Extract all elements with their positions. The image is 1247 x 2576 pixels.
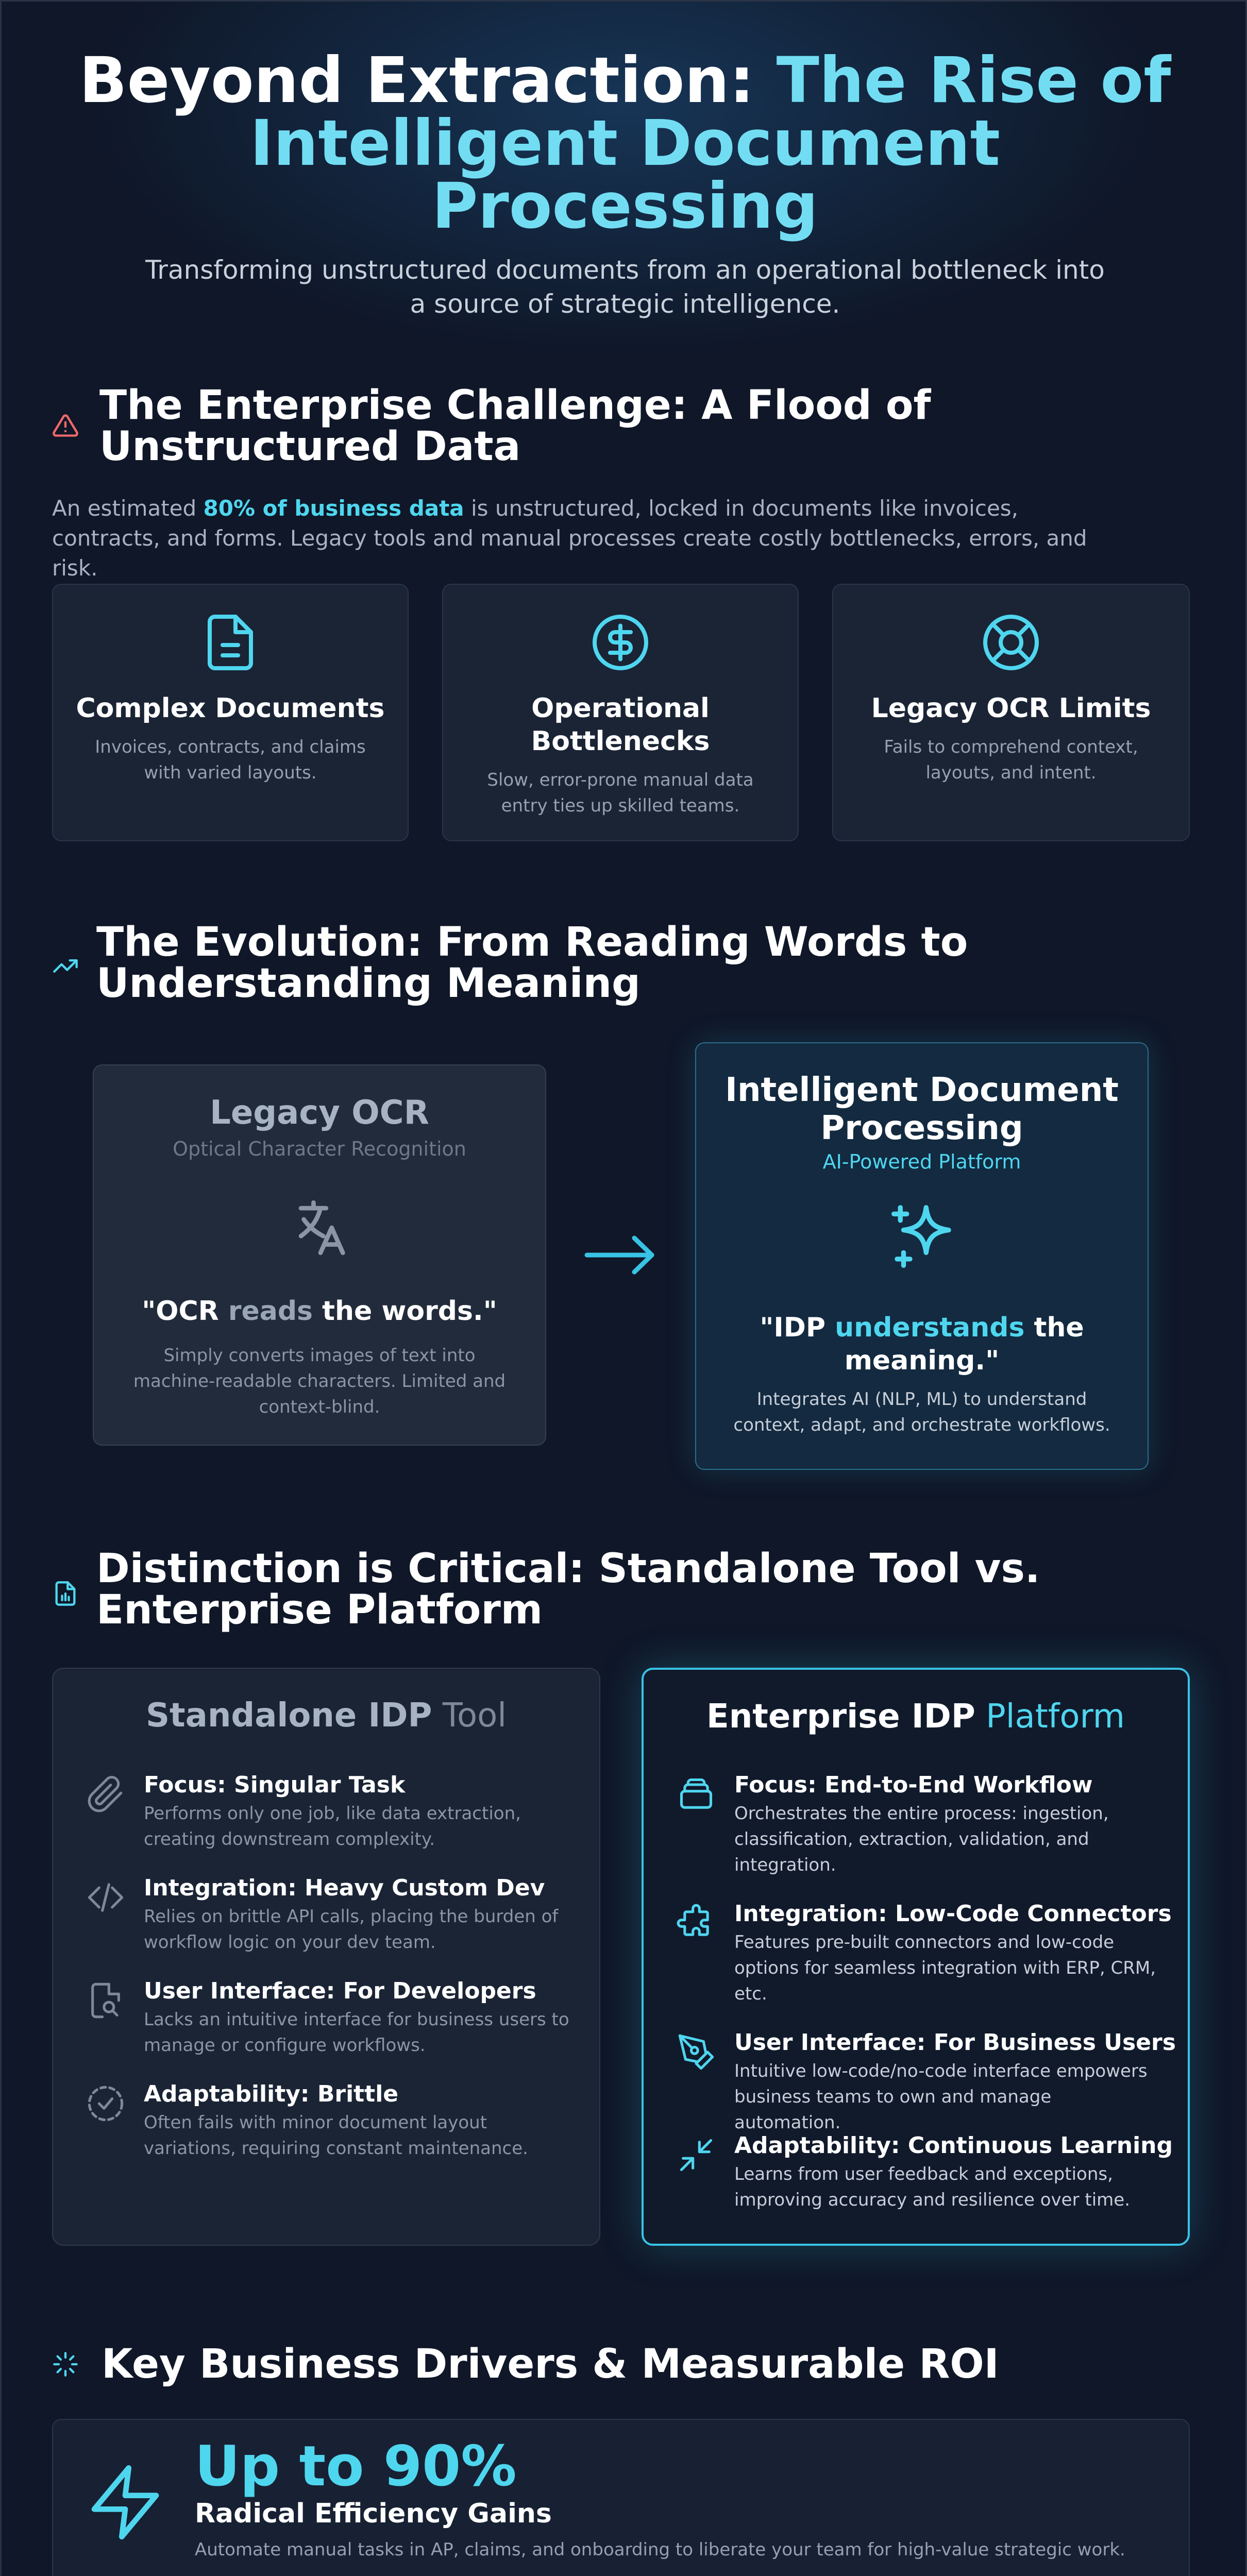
hero-title-accent: The Rise of Intelligent Document Processing: [250, 44, 1171, 243]
section-title-evolution: The Evolution: From Reading Words to Understanding Meaning: [96, 919, 968, 1007]
intro-highlight: 80% of business data: [203, 496, 464, 521]
feature-desc: Orchestrates the entire process: ingestion, classification, extraction, validation, and integration.: [734, 1803, 1109, 1875]
document-chart-icon: [52, 1580, 79, 1607]
lightning-icon: [84, 2461, 166, 2544]
section-title-distinction: Distinction is Critical: Standalone Tool vs. Enterprise Platform: [96, 1546, 1040, 1633]
legacy-ocr-card: [93, 1064, 546, 1446]
feature-desc: Learns from user feedback and exceptions, improving accuracy and resilience over time.: [734, 2164, 1131, 2210]
hero-title-white: Beyond Extraction:: [79, 44, 755, 117]
card-desc: Fails to comprehend context, layouts, and intent.: [884, 737, 1138, 783]
dashed-circle-check-icon: [86, 2084, 125, 2123]
enterprise-title: Enterprise IDP Platform: [706, 1698, 1125, 1736]
section-title-challenge: The Enterprise Challenge: A Flood of Unstructured Data: [99, 382, 931, 470]
card-desc: Slow, error-prone manual data entry ties up skilled teams.: [487, 770, 754, 816]
arrow-right-icon: [583, 1232, 658, 1278]
roi-title: Radical Efficiency Gains: [195, 2498, 552, 2529]
feature-title: Adaptability: Brittle: [144, 2081, 399, 2107]
shrink-icon: [677, 2136, 716, 2175]
enterprise-platform-card: [642, 1668, 1190, 2246]
feature-desc: Performs only one job, like data extraction, creating downstream complexity.: [144, 1803, 521, 1850]
challenge-card: [832, 584, 1190, 841]
legacy-subtitle: Optical Character Recognition: [173, 1138, 466, 1160]
dollar-circle-icon: [589, 612, 651, 673]
challenge-card: [52, 584, 409, 841]
trending-up-icon: [52, 953, 79, 979]
card-title: Complex Documents: [76, 693, 385, 724]
paperclip-icon: [86, 1775, 125, 1814]
legacy-quote: "OCR reads the words.": [142, 1296, 497, 1327]
feature-desc: Often fails with minor document layout variations, requiring constant maintenance.: [144, 2112, 528, 2159]
loader-icon: [52, 2351, 79, 2378]
idp-title: Intelligent Document Processing: [725, 1071, 1119, 1147]
card-desc: Invoices, contracts, and claims with varied layouts.: [95, 737, 366, 783]
pen-tool-icon: [677, 2032, 716, 2072]
feature-desc: Lacks an intuitive interface for business users to manage or configure workflows.: [144, 2009, 569, 2056]
challenge-intro: An estimated 80% of business data is unstructured, locked in documents like invoices, contracts, and forms. Legacy tools and manual processes create costly bottlenecks, errors, and risk.: [52, 496, 1087, 581]
hero-subtitle: Transforming unstructured documents from an operational bottleneck into a source of strategic intelligence.: [145, 255, 1105, 319]
feature-title: Focus: Singular Task: [144, 1772, 406, 1798]
hero-title: [53, 44, 1197, 243]
idp-desc: Integrates AI (NLP, ML) to understand context, adapt, and orchestrate workflows.: [733, 1389, 1110, 1435]
feature-title: User Interface: For Developers: [144, 1978, 536, 2004]
document-icon: [199, 612, 261, 673]
standalone-title: Standalone IDP Tool: [145, 1697, 507, 1735]
feature-title: Adaptability: Continuous Learning: [734, 2132, 1173, 2159]
feature-title: Focus: End-to-End Workflow: [734, 1772, 1093, 1798]
layers-icon: [677, 1775, 716, 1814]
puzzle-icon: [677, 1904, 716, 1943]
legacy-desc: Simply converts images of text into machine-readable characters. Limited and context-blind.: [133, 1345, 506, 1417]
lifebuoy-icon: [980, 612, 1042, 673]
roi-stat: Up to 90%: [195, 2434, 517, 2499]
code-icon: [86, 1878, 125, 1917]
idp-card: [695, 1042, 1149, 1470]
alert-triangle-icon: [52, 412, 79, 439]
translate-icon: [287, 1194, 354, 1261]
standalone-tool-card: [52, 1668, 600, 2246]
card-title: Legacy OCR Limits: [871, 693, 1151, 724]
feature-title: User Interface: For Business Users: [734, 2029, 1176, 2056]
feature-title: Integration: Low-Code Connectors: [734, 1901, 1172, 1927]
feature-title: Integration: Heavy Custom Dev: [144, 1875, 545, 1901]
section-title-roi: Key Business Drivers & Measurable ROI: [102, 2341, 999, 2387]
challenge-card: [442, 584, 799, 841]
feature-desc: Intuitive low-code/no-code interface empowers business teams to own and manage automation.: [734, 2061, 1148, 2133]
roi-desc: Automate manual tasks in AP, claims, and onboarding to liberate your team for high-value strategic work.: [195, 2539, 1125, 2560]
idp-subtitle: AI-Powered Platform: [822, 1150, 1021, 1173]
file-search-icon: [86, 1981, 125, 2020]
idp-quote: "IDP understands the meaning.": [760, 1312, 1084, 1376]
legacy-title: Legacy OCR: [210, 1094, 429, 1132]
sparkles-icon: [884, 1198, 962, 1275]
card-title: Operational Bottlenecks: [531, 693, 710, 757]
feature-desc: Relies on brittle API calls, placing the burden of workflow logic on your dev team.: [144, 1906, 559, 1953]
feature-desc: Features pre-built connectors and low-code options for seamless integration with ERP, CRM, etc.: [734, 1932, 1156, 2004]
roi-card: [52, 2419, 1190, 2576]
